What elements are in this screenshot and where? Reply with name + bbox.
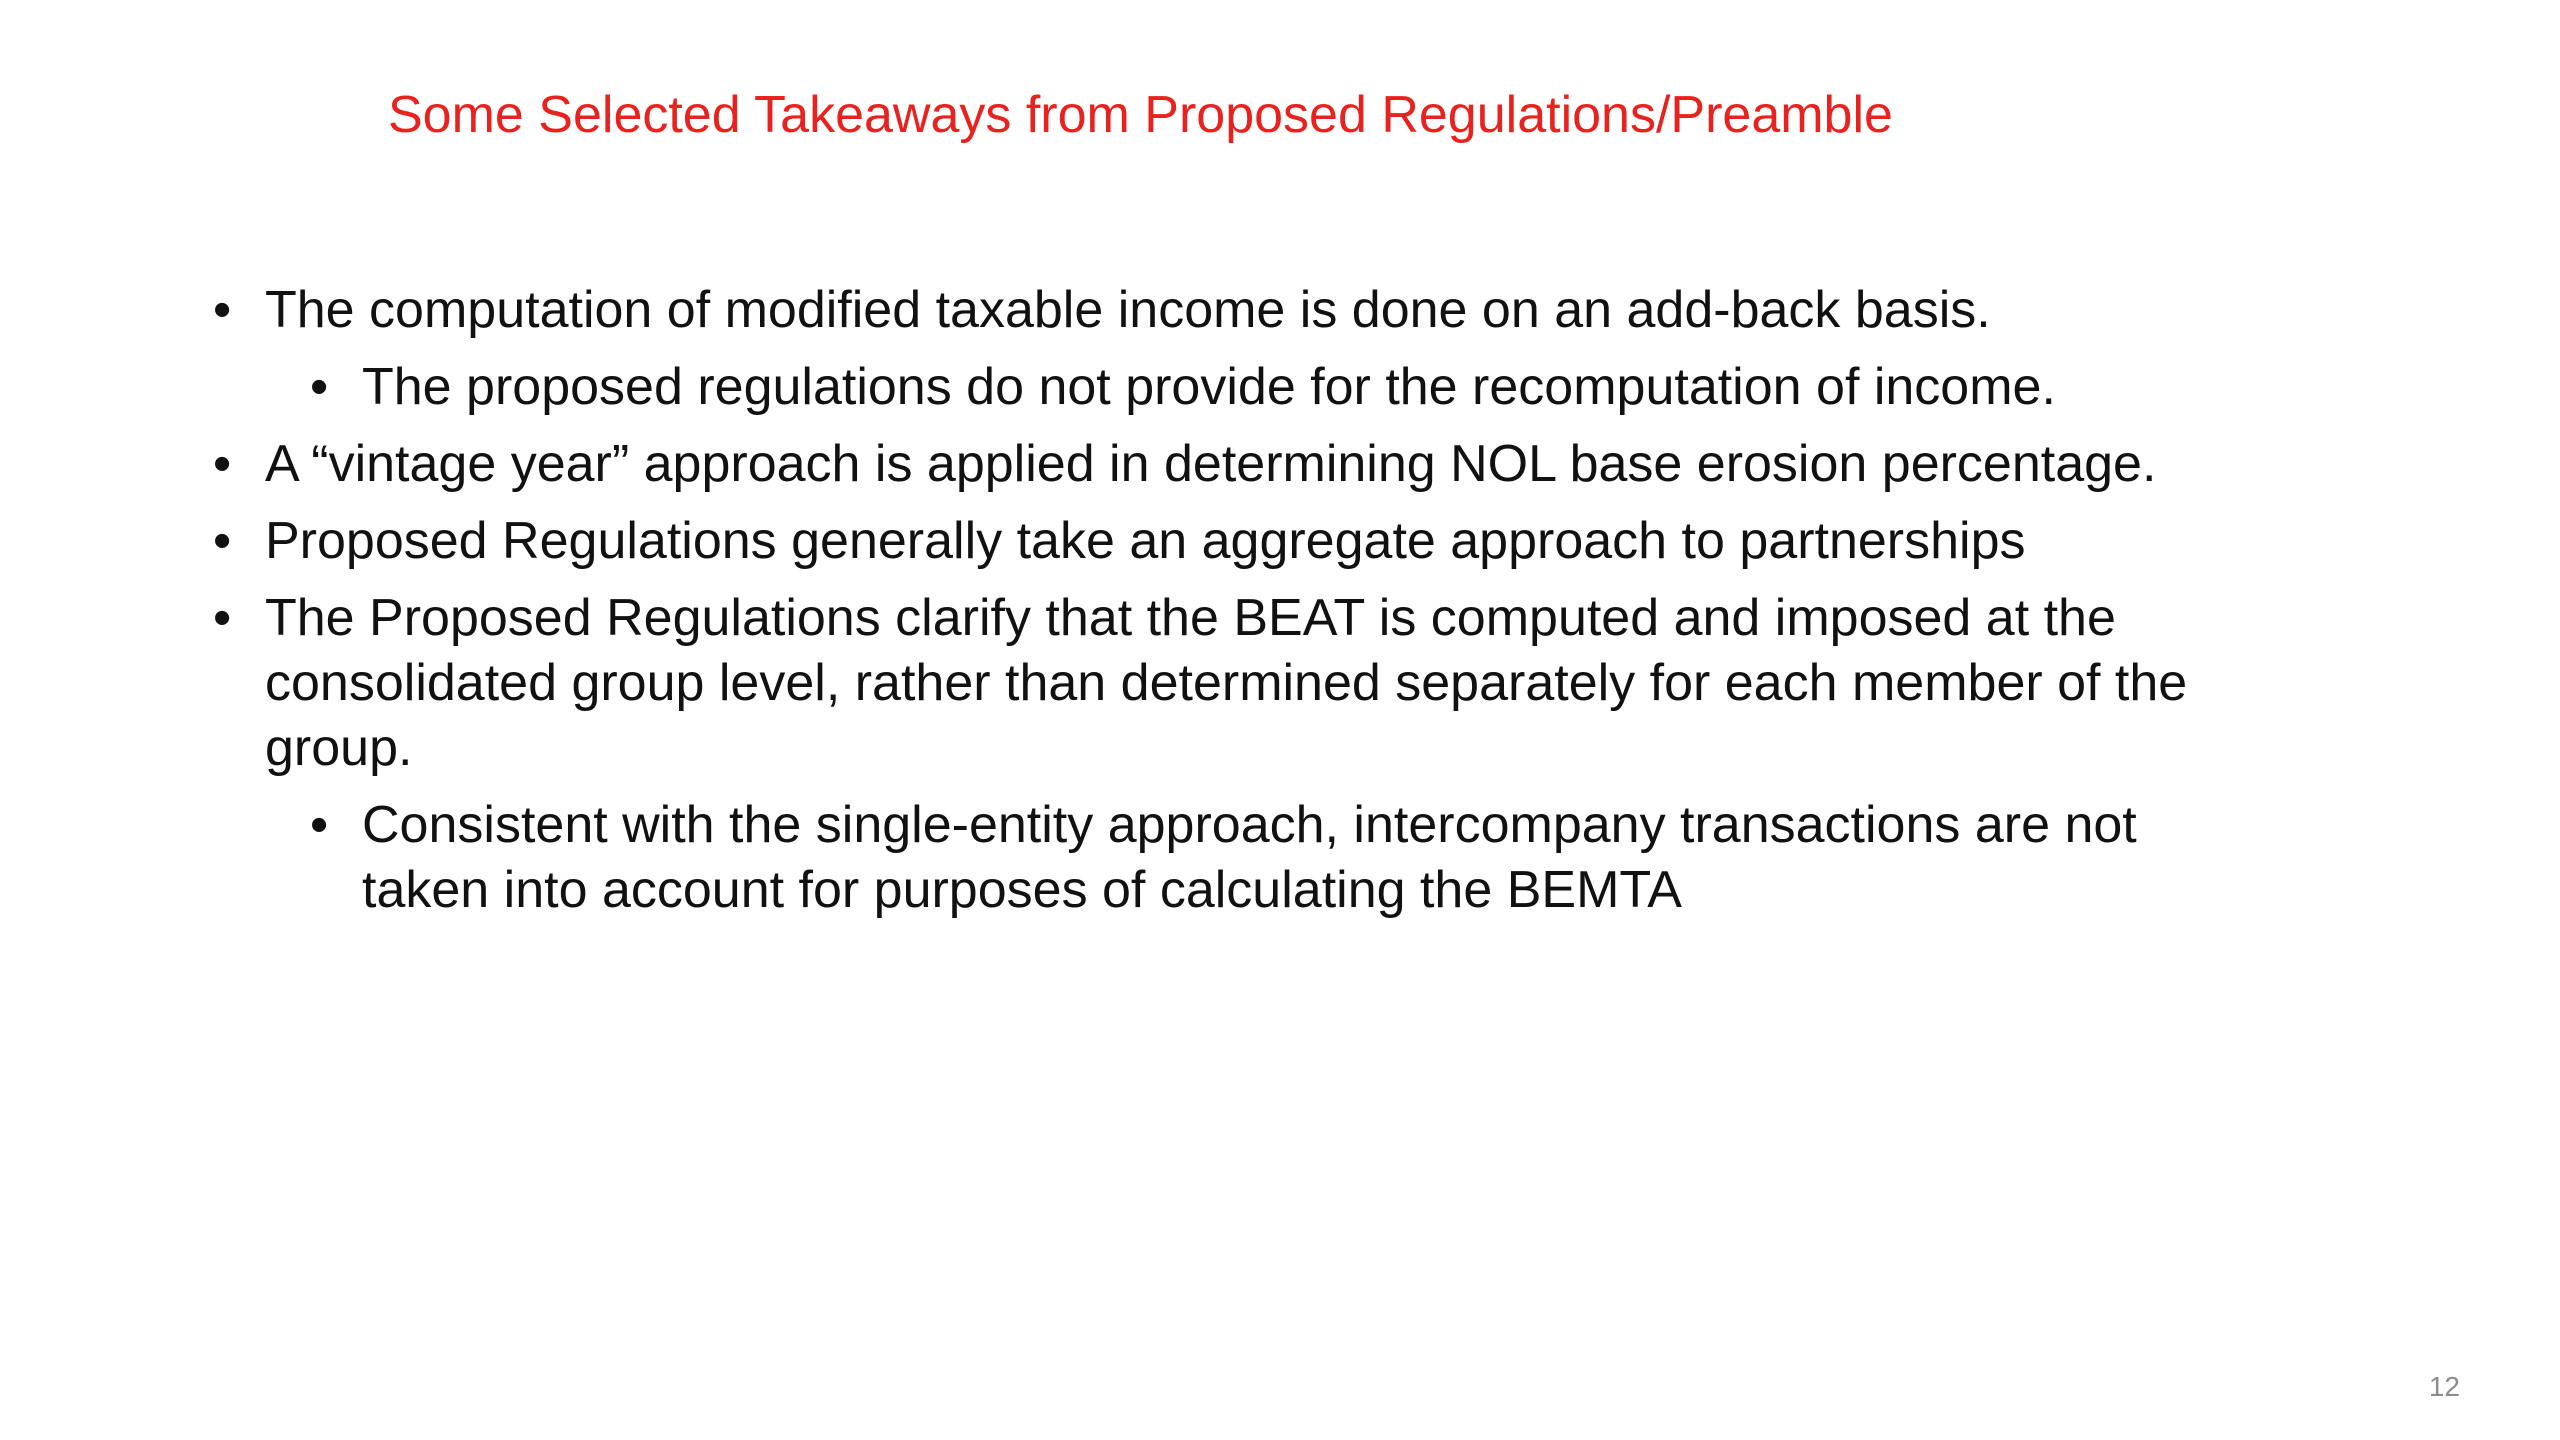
bullet-item: • The computation of modified taxable income is done on an add-back basis. — [213, 278, 2233, 343]
bullet-item: • Proposed Regulations generally take an aggregate approach to partnerships — [213, 509, 2233, 574]
page-number: 12 — [2428, 1371, 2460, 1402]
bullet-list — [213, 278, 2233, 935]
bullet-item: • The Proposed Regulations clarify that the BEAT is computed and imposed at the consolidated group level, rather than determined separately for each member of the group. — [213, 586, 2233, 781]
bullet-item: • A “vintage year” approach is applied in determining NOL base erosion percentage. — [213, 432, 2233, 497]
sub-bullet-item: • The proposed regulations do not provide for the recomputation of income. — [310, 355, 2233, 420]
sub-bullet-item: • Consistent with the single-entity approach, intercompany transactions are not taken into account for purposes of calculating the BEMTA — [310, 793, 2233, 923]
slide-title: Some Selected Takeaways from Proposed Regulations/Preamble — [388, 86, 1893, 144]
